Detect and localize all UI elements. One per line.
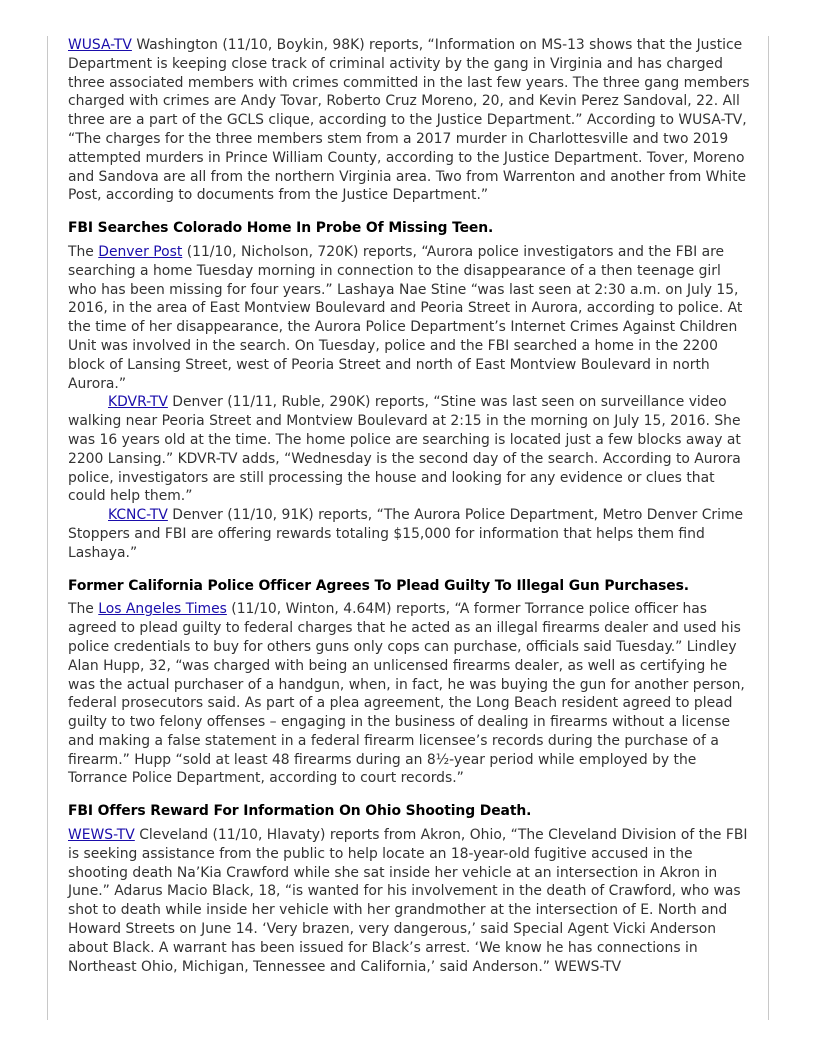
- article-headline: FBI Searches Colorado Home In Probe Of Missing Teen.: [68, 220, 494, 237]
- paragraph-text: Cleveland (11/10, Hlavaty) reports from Akron, Ohio, “The Cleveland Division of the FBI is seeking assistance from the public to help locate an 18-year-old fugitive accused in the shooting death Na’Kia Crawford while she sat inside her vehicle at an intersection in Akron in June.” Adarus Macio Black, 18, “is wanted for his involvement in the death of Crawford, who was shot to death while inside her vehicle with her grandmother at the intersection of E. North and Howard Streets on June 14. ‘Very brazen, very dangerous,’ said Special Agent Vicki Anderson about Black. A warrant has been issued for Black’s arrest. ‘We know he has connections in Northeast Ohio, Michigan, Tennessee and California,’ said Anderson.” WEWS-TV: [68, 827, 748, 975]
- paragraph-text: Denver (11/11, Ruble, 290K) reports, “Stine was last seen on surveillance video walking near Peoria Street and Montview Boulevard at 2:15 in the morning on July 15, 2016. She was 16 years old at the time. The home police are searching is located just a few blocks away at 2200 Lansing.” KDVR-TV adds, “Wednesday is the second day of the search. According to Aurora police, investigators are still processing the house and looking for any evidence or clues that could help them.”: [68, 394, 741, 505]
- right-margin-rule: [768, 36, 769, 1020]
- source-link-denver-post[interactable]: Denver Post: [98, 243, 183, 260]
- article-paragraph: [68, 36, 752, 205]
- source-link-los-angeles-times[interactable]: Los Angeles Times: [98, 601, 227, 618]
- news-content: [68, 36, 752, 976]
- source-link-kcnc-tv[interactable]: KCNC-TV: [108, 507, 168, 524]
- article-paragraph: [68, 826, 752, 976]
- paragraph-text: (11/10, Winton, 4.64M) reports, “A former Torrance police officer has agreed to plead guilty to federal charges that he acted as an illegal firearms dealer and used his police credentials to buy for others guns only cops can purchase, officials said Tuesday.” Lindley Alan Hupp, 32, “was charged with being an unlicensed firearms dealer, as well as certifying he was the actual purchaser of a handgun, when, in fact, he was buying the gun for another person, federal prosecutors said. As part of a plea agreement, the Long Beach resident agreed to plead guilty to two felony offenses – engaging in the business of dealing in firearms without a license and making a false statement in a federal firearm licensee’s records during the purchase of a firearm.” Hupp “sold at least 48 firearms during an 8½-year period while employed by the Torrance Police Department, according to court records.”: [68, 601, 745, 787]
- article-headline: Former California Police Officer Agrees To Plead Guilty To Illegal Gun Purchases.: [68, 577, 689, 594]
- source-link-wusa-tv[interactable]: WUSA-TV: [68, 37, 132, 53]
- paragraph-text: Denver (11/10, 91K) reports, “The Aurora Police Department, Metro Denver Crime Stoppers and FBI are offering rewards totaling $15,000 for information that helps them find Lashaya.”: [68, 507, 744, 561]
- source-link-wews-tv[interactable]: WEWS-TV: [68, 827, 135, 844]
- paragraph-text: Washington (11/10, Boykin, 98K) reports, “Information on MS-13 shows that the Justice Department is keeping close track of criminal activity by the gang in Virginia and has charged three associated members with crimes committed in the last few years. The three gang members charged with crimes are Andy Tovar, Roberto Cruz Moreno, 20, and Kevin Perez Sandoval, 22. All three are a part of the GCLS clique, according to the Justice Department.” According to WUSA-TV, “The charges for the three members stem from a 2017 murder in Charlottesville and two 2019 attempted murders in Prince William County, according to the Justice Department. Tover, Moreno and Sandova are all from the northern Virginia area. Two from Warrenton and another from White Post, according to documents from the Justice Department.”: [68, 37, 750, 204]
- article-paragraph: [68, 393, 752, 506]
- article-paragraph: [68, 600, 752, 788]
- source-link-kdvr-tv[interactable]: KDVR-TV: [108, 394, 168, 411]
- article-paragraph: [68, 506, 752, 562]
- article-paragraph: [68, 243, 752, 393]
- paragraph-text: (11/10, Nicholson, 720K) reports, “Aurora police investigators and the FBI are searching a home Tuesday morning in connection to the disappearance of a then teenage girl who has been missing for four years.” Lashaya Nae Stine “was last seen at 2:30 a.m. on July 15, 2016, in the area of East Montview Boulevard and Peoria Street in Aurora, according to police. At the time of her disappearance, the Aurora Police Department’s Internet Crimes Against Children Unit was involved in the search. On Tuesday, police and the FBI searched a home in the 2200 block of Lansing Street, west of Peoria Street and north of East Montview Boulevard in north Aurora.”: [68, 243, 743, 392]
- left-margin-rule: [47, 36, 48, 1020]
- article-headline: FBI Offers Reward For Information On Ohio Shooting Death.: [68, 803, 532, 820]
- paragraph-prefix: The: [68, 243, 99, 260]
- paragraph-prefix: The: [68, 601, 99, 618]
